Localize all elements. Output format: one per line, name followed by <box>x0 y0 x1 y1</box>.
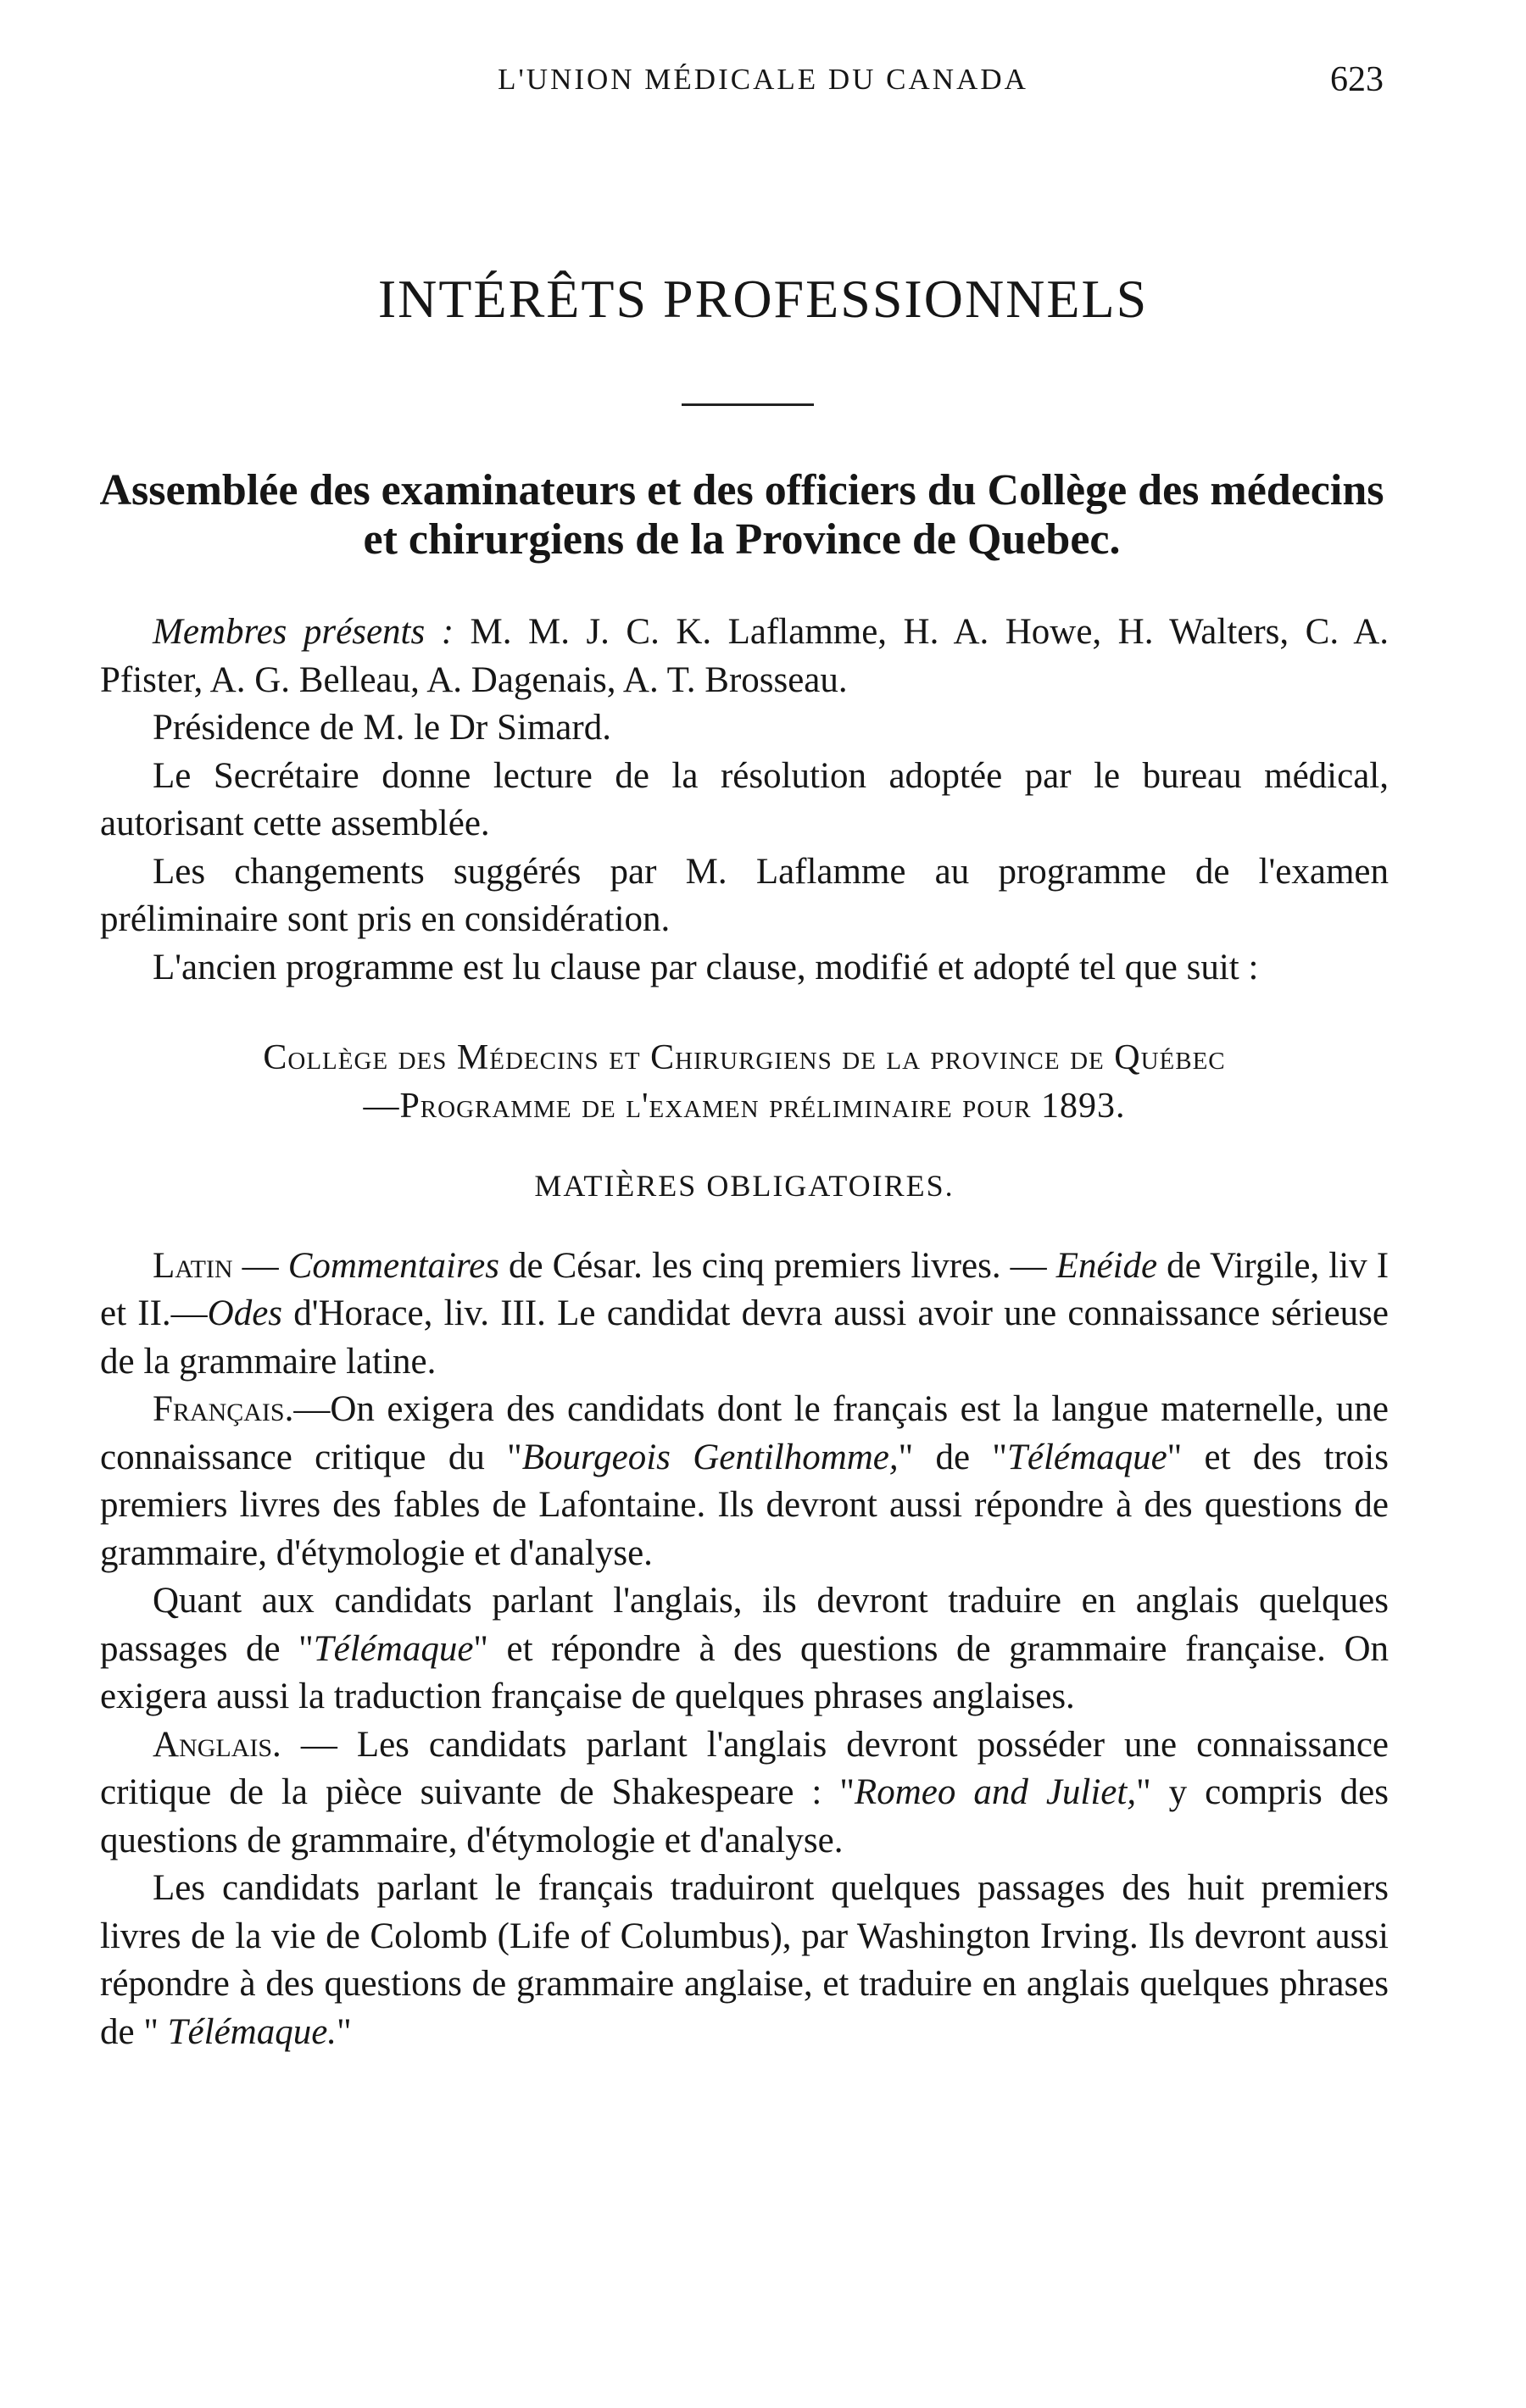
francais-label: Français. <box>153 1389 294 1429</box>
membres-label: Membres présents : <box>153 612 454 652</box>
latin-text-1: de César. les cinq premiers livres. — <box>498 1245 1056 1286</box>
anglais-text-1: — Les candidats parlant l'anglais devront posséder une connaissance critique de la pièce suivante de Shakespeare : " <box>100 1724 1389 1812</box>
colomb-telemaque: Télémaque. <box>167 2011 337 2052</box>
francais-paragraph <box>100 1386 1389 1577</box>
latin-text-3: d'Horace, liv. III. Le candidat devra aussi avoir une connaissance sérieuse de la grammaire latine. <box>100 1293 1389 1382</box>
latin-dash: — <box>232 1245 288 1286</box>
section-title: INTÉRÊTS PROFESSIONNELS <box>377 269 1149 329</box>
page-number: 623 <box>1330 60 1384 99</box>
quant-text-2: " et répondre à des questions de grammaire française. On exigera aussi la traduction française de quelques phrases anglaises. <box>100 1628 1389 1716</box>
francais-text-2: " de " <box>898 1437 1007 1477</box>
presidence-paragraph: Présidence de M. le Dr Simard. <box>153 708 611 748</box>
changements-paragraph: Les changements suggérés par M. Laflamme au programme de l'examen préliminaire sont pris en considération. <box>100 851 1389 939</box>
anglais-label: Anglais. <box>153 1724 281 1765</box>
anglais-paragraph <box>100 1721 1389 1866</box>
francais-bourgeois: Bourgeois Gentilhomme, <box>521 1437 899 1477</box>
latin-commentaires: Commentaires <box>287 1245 499 1286</box>
colomb-text-1: Les candidats parlant le français traduiront quelques passages des huit premiers livres de la vie de Colomb (Life of Columbus), par Washington Irving. Ils devront aussi répondre à des questions de grammaire anglaise, et traduire en anglais quelques phrases de " <box>100 1868 1389 2052</box>
latin-text-2: de Virgile, liv I et II.— <box>100 1245 1390 1333</box>
latin-paragraph <box>100 1243 1389 1387</box>
article-body <box>100 609 1389 2056</box>
colomb-text-2: " <box>337 2011 352 2052</box>
quant-text-1: Quant aux candidats parlant l'anglais, ils devront traduire en anglais quelques passages de " <box>100 1581 1389 1669</box>
quant-telemaque: Télémaque <box>313 1628 474 1669</box>
article-title: Assemblée des examinateurs et des officiers du Collège des médecins et chirurgiens de la Province de Quebec. <box>99 466 1384 564</box>
running-head <box>0 59 1526 110</box>
college-heading <box>100 1034 1389 1130</box>
membres-text: M. M. J. C. K. Laflamme, H. A. Howe, H. Walters, C. A. Pfister, A. G. Belleau, A. Dagenais, A. T. Brosseau. <box>100 612 1389 700</box>
latin-eneide: Enéide <box>1055 1245 1158 1286</box>
title-divider <box>682 403 814 406</box>
francais-telemaque: Télémaque <box>1006 1437 1167 1477</box>
latin-odes: Odes <box>207 1293 283 1333</box>
anglais-romeo: Romeo and Juliet, <box>854 1772 1137 1812</box>
college-heading-line2: —Programme de l'examen préliminaire pour 1893. <box>363 1086 1126 1126</box>
quant-paragraph <box>100 1577 1389 1721</box>
francais-text-1: —On exigera des candidats dont le français est la langue maternelle, une connaissance critique du " <box>100 1389 1389 1477</box>
journal-title: L'UNION MÉDICALE DU CANADA <box>498 63 1028 96</box>
latin-label: Latin <box>153 1245 233 1286</box>
anglais-text-2: " y compris des questions de grammaire, d'étymologie et d'analyse. <box>100 1772 1389 1860</box>
secretaire-paragraph: Le Secrétaire donne lecture de la résolution adoptée par le bureau médical, autorisant cette assemblée. <box>100 755 1389 843</box>
matieres-heading: MATIÈRES OBLIGATOIRES. <box>534 1169 955 1203</box>
college-heading-line1: Collège des Médecins et Chirurgiens de la province de Québec <box>263 1038 1226 1077</box>
francais-text-3: " et des trois premiers livres des fables de Lafontaine. Ils devront aussi répondre à des questions de grammaire, d'étymologie et d'analyse. <box>100 1437 1389 1573</box>
colomb-paragraph <box>100 1865 1389 2056</box>
ancien-paragraph: L'ancien programme est lu clause par clause, modifié et adopté tel que suit : <box>153 947 1259 987</box>
membres-paragraph <box>100 609 1389 704</box>
